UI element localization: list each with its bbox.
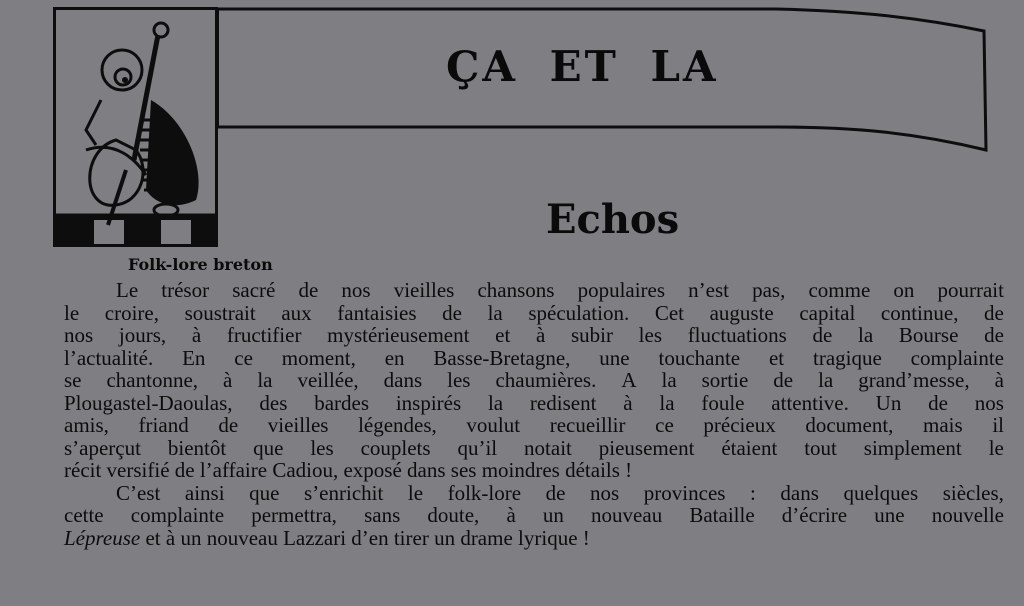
- text-line: Plougastel-Daoulas, des bardes inspirés la redisent à la foule attentive. Un de nos: [64, 390, 1004, 415]
- text-line: le croire, soustrait aux fantaisies de la spéculation. Cet auguste capital continue, de: [64, 300, 1004, 325]
- section-title: Echos: [546, 196, 680, 243]
- text-line: se chantonne, à la veillée, dans les chaumières. A la sortie de la grand’messe, à: [64, 368, 1004, 392]
- double-bass-player-icon: [56, 10, 215, 244]
- text-line-last: [64, 527, 1004, 550]
- text-fragment: et à un nouveau Lazzari d’en tirer un drame lyrique !: [140, 525, 590, 550]
- text-line: cette complainte permettra, sans doute, à un nouveau Bataille d’écrire une nouvelle: [64, 503, 1004, 527]
- text-line: s’aperçut bientôt que les couplets qu’il notait pieusement étaient tout simplement le: [64, 435, 1004, 460]
- text-line: récit versifié de l’affaire Cadiou, exposé dans ses moindres détails !: [64, 458, 633, 482]
- text-line: nos jours, à fructifier mystérieusement et à subir les fluctuations de la Bourse de: [64, 323, 1004, 347]
- article-body: [64, 279, 1004, 549]
- text-line: C’est ainsi que s’enrichit le folk-lore de nos provinces : dans quelques siècles,: [116, 480, 1004, 505]
- text-line: l’actualité. En ce moment, en Basse-Bretagne, une touchante et tragique complainte: [64, 345, 1004, 370]
- article-subheading: Folk-lore breton: [128, 255, 273, 274]
- banner-title: ÇA ET LA: [446, 42, 719, 91]
- illustration-frame: [53, 7, 218, 247]
- text-line: amis, friand de vieilles légendes, voulut recueillir ce précieux document, mais il: [64, 413, 1004, 437]
- text-line: Le trésor sacré de nos vieilles chansons populaires n’est pas, comme on pourrait: [116, 278, 1004, 302]
- italic-title: Lépreuse: [64, 525, 141, 550]
